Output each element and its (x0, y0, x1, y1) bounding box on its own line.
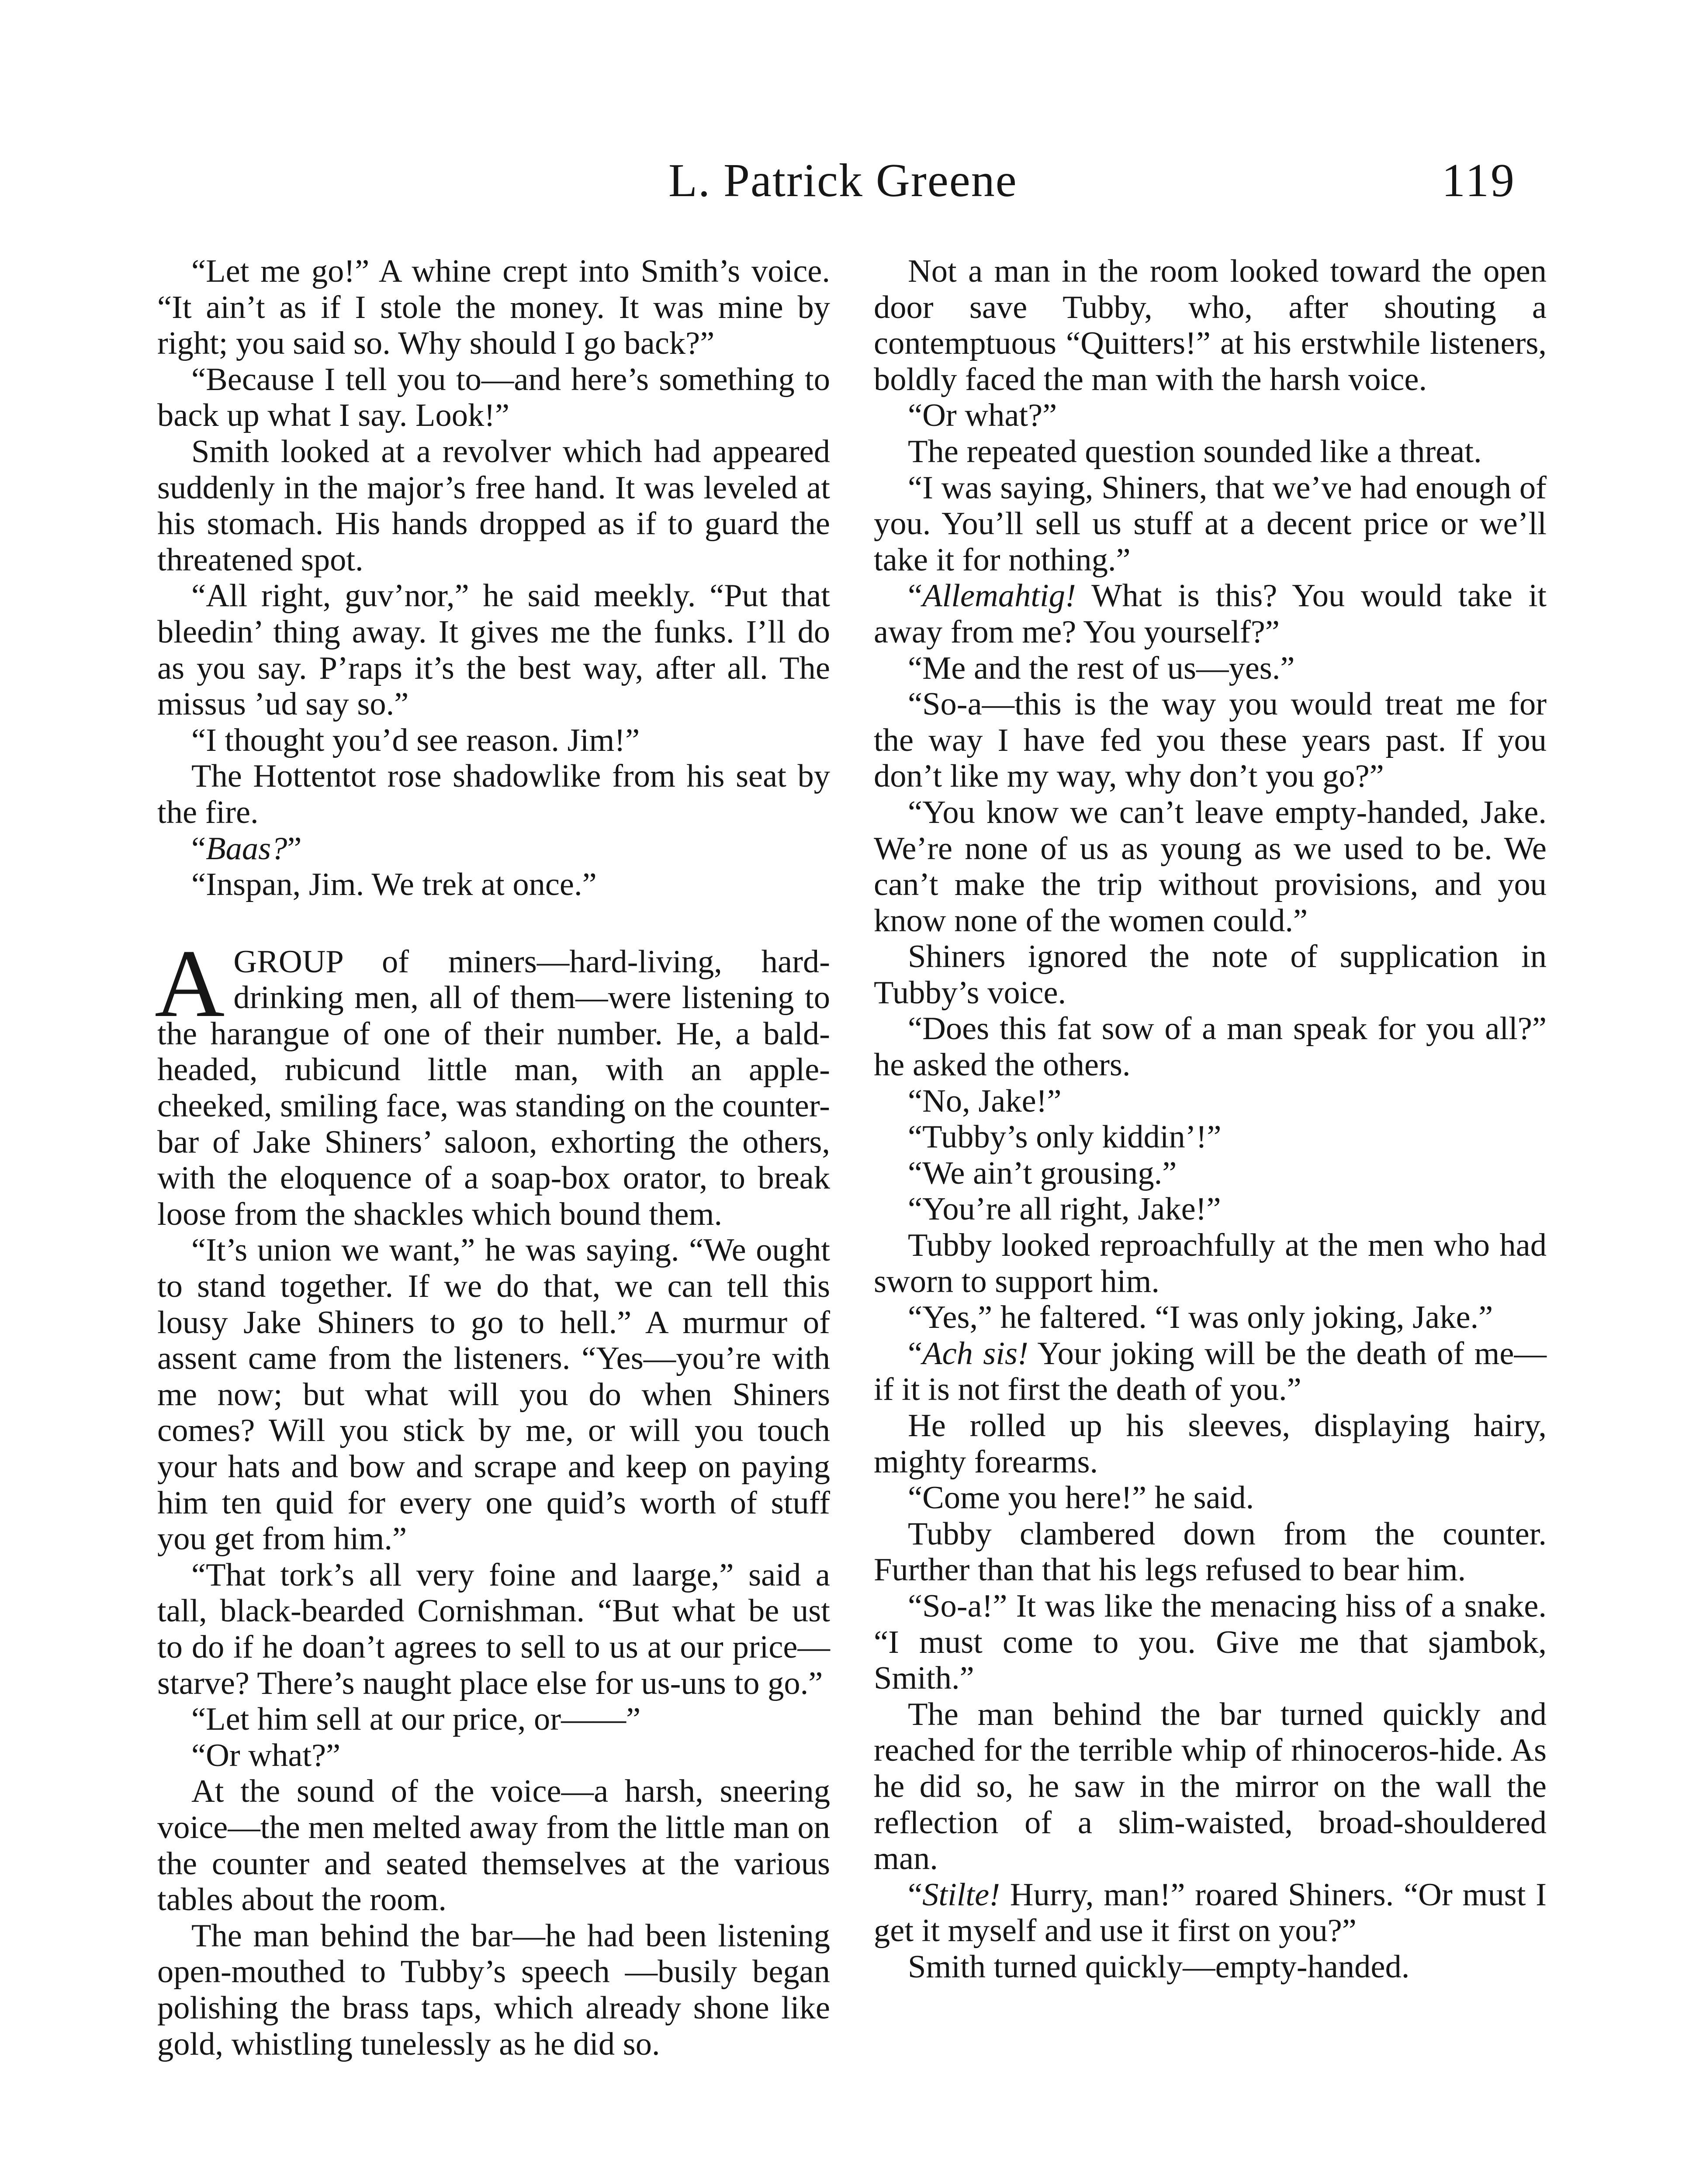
italic-phrase: Baas? (206, 830, 287, 867)
paragraph (874, 470, 1547, 578)
text-run: “I was saying, Shiners, that we’ve had enough of you. You’ll sell us stuff at a decent price or we’ll take it for nothing.” (874, 470, 1547, 578)
paragraph (874, 434, 1547, 470)
text-run: At the sound of the voice—a harsh, sneering voice—the men melted away from the little man on the counter and seated themselves at the various tables about the room. (157, 1773, 830, 1918)
paragraph (157, 1701, 830, 1738)
text-run: “Tubby’s only kiddin’!” (908, 1119, 1222, 1155)
text-run: “So-a!” It was like the menacing hiss of a snake. “I must come to you. Give me that sjambok, Smith.” (874, 1588, 1547, 1697)
text-run: The man behind the bar turned quickly and reached for the terrible whip of rhinoceros-hide. As he did so, he saw in the mirror on the wall the reflection of a slim-waisted, broad-shouldered man. (874, 1696, 1547, 1877)
text-run: “Or what?” (908, 397, 1057, 434)
text-run: “That tork’s all very foine and laarge,” said a tall, black-bearded Cornishman. “But what be ust to do if he doan’t agrees to sell to us at our price—starve? There’s naught place else for us-uns to go.” (157, 1557, 830, 1701)
paragraph (157, 1773, 830, 1918)
text-run: “No, Jake!” (908, 1083, 1062, 1119)
text-run: Smith looked at a revolver which had appeared suddenly in the major’s free hand. It was leveled at his stomach. His hands dropped as if to guard the threatened spot. (157, 433, 830, 578)
paragraph (157, 253, 830, 362)
drop-cap: A (155, 930, 225, 1037)
paragraph (874, 650, 1547, 687)
paragraph (874, 1191, 1547, 1227)
text-run: Shiners ignored the note of supplication in Tubby’s voice. (874, 939, 1547, 1011)
text-run: Smith turned quickly—empty-handed. (908, 1949, 1410, 1985)
text-run: “Or what?” (191, 1737, 341, 1773)
text-run: “You know we can’t leave empty-handed, Jake. We’re none of us as young as we used to be. We can’t make the trip without provisions, and you know none of the women could.” (874, 794, 1547, 939)
right-text-column (874, 253, 1547, 1985)
page-number: 119 (1442, 155, 1516, 207)
paragraph (157, 867, 830, 903)
text-run: Not a man in the room looked toward the open door save Tubby, who, after shouting a contemptuous “Quitters!” at his erstwhile listeners, boldly faced the man with the harsh voice. (874, 253, 1547, 397)
italic-phrase: Ach sis! (922, 1335, 1028, 1372)
text-run: “ (908, 1335, 923, 1372)
text-run: “ (191, 830, 206, 867)
text-run: He rolled up his sleeves, displaying hairy, mighty forearms. (874, 1408, 1547, 1480)
text-run: “Yes,” he faltered. “I was only joking, Jake.” (908, 1299, 1493, 1336)
paragraph (874, 939, 1547, 1011)
text-run: “Because I tell you to—and here’s something to back up what I say. Look!” (157, 361, 830, 434)
text-run: “Come you here!” he said. (908, 1480, 1254, 1516)
text-run: Tubby clambered down from the counter. Further than that his legs refused to bear him. (874, 1516, 1547, 1588)
text-run: “Does this fat sow of a man speak for you all?” he asked the others. (874, 1011, 1547, 1083)
paragraph (874, 1516, 1547, 1588)
text-run: The Hottentot rose shadowlike from his seat by the fire. (157, 758, 830, 830)
paragraph (874, 1588, 1547, 1697)
paragraph (874, 1227, 1547, 1299)
paragraph (874, 1011, 1547, 1083)
paragraph (874, 1299, 1547, 1336)
left-text-column (157, 253, 830, 2062)
paragraph (157, 578, 830, 722)
paragraph (157, 1557, 830, 1701)
running-header (157, 154, 1516, 228)
italic-phrase: Stilte! (922, 1876, 1000, 1913)
text-run: “I thought you’d see reason. Jim!” (191, 722, 640, 758)
text-run: “All right, guv’nor,” he said meekly. “Put that bleedin’ thing away. It gives me the funks. I’ll do as you say. P’raps it’s the best way, after all. The missus ’ud say so.” (157, 578, 830, 722)
text-run: “ (908, 578, 923, 614)
paragraph (874, 578, 1547, 650)
paragraph (874, 1336, 1547, 1408)
text-run: “Inspan, Jim. We trek at once.” (191, 867, 597, 903)
paragraph (157, 1738, 830, 1774)
paragraph (874, 1083, 1547, 1120)
paragraph (155, 930, 830, 1233)
text-run: Your joking will be the death of me—if it is not first the death of you.” (874, 1335, 1547, 1408)
paragraph (157, 1232, 830, 1557)
paragraph (874, 253, 1547, 397)
paragraph (157, 1918, 830, 2062)
text-run: ” (287, 830, 302, 867)
paragraph (874, 1480, 1547, 1516)
paragraph (874, 1697, 1547, 1877)
paragraph (874, 1119, 1547, 1155)
text-run: “Let me go!” A whine crept into Smith’s voice. “It ain’t as if I stole the money. It was mine by right; you said so. Why should I go back?” (157, 253, 830, 362)
paragraph (874, 397, 1547, 434)
text-run: GROUP of miners—hard-living, hard-drinking men, all of them—were listening to the harangue of one of their number. He, a bald-headed, rubicund little man, with an apple-cheeked, smiling face, was standing on the counter-bar of Jake Shiners’ saloon, exhorting the others, with the eloquence of a soap-box orator, to break loose from the shackles which bound them. (157, 943, 830, 1232)
text-run: “Me and the rest of us—yes.” (908, 650, 1295, 686)
text-run: The man behind the bar—he had been listening open-mouthed to Tubby’s speech —busily began polishing the brass taps, which already shone like gold, whistling tunelessly as he did so. (157, 1918, 830, 2062)
text-run: “You’re all right, Jake!” (908, 1191, 1221, 1227)
text-run: The repeated question sounded like a threat. (908, 433, 1482, 470)
text-run: “So-a—this is the way you would treat me for the way I have fed you these years past. If you don’t like my way, why don’t you go?” (874, 686, 1547, 795)
text-run: Hurry, man!” roared Shiners. “Or must I get it myself and use it first on you?” (874, 1876, 1547, 1949)
text-run: “ (908, 1876, 923, 1913)
paragraph (157, 362, 830, 434)
text-run: What is this? You would take it away from me? You yourself?” (874, 578, 1547, 650)
italic-phrase: Allemahtig! (922, 578, 1076, 614)
text-run: “Let him sell at our price, or——” (191, 1701, 641, 1738)
text-run: “We ain’t grousing.” (908, 1155, 1177, 1191)
text-run: “It’s union we want,” he was saying. “We ought to stand together. If we do that, we can tell this lousy Jake Shiners to go to hell.” A murmur of assent came from the listeners. “Yes—you’re with me now; but what will you do when Shiners comes? Will you stick by me, or will you touch your hats and bow and scrape and keep on paying him ten quid for every one quid’s worth of stuff you get from him.” (157, 1232, 830, 1557)
paragraph (874, 795, 1547, 939)
paragraph (874, 1949, 1547, 1985)
running-head-author: L. Patrick Greene (668, 155, 1018, 207)
paragraph (874, 1877, 1547, 1949)
paragraph (874, 1408, 1547, 1480)
paragraph (157, 758, 830, 830)
paragraph (157, 722, 830, 759)
paragraph (157, 831, 830, 867)
text-run: Tubby looked reproachfully at the men who had sworn to support him. (874, 1227, 1547, 1299)
paragraph (157, 434, 830, 578)
paragraph (874, 686, 1547, 795)
paragraph (874, 1155, 1547, 1192)
